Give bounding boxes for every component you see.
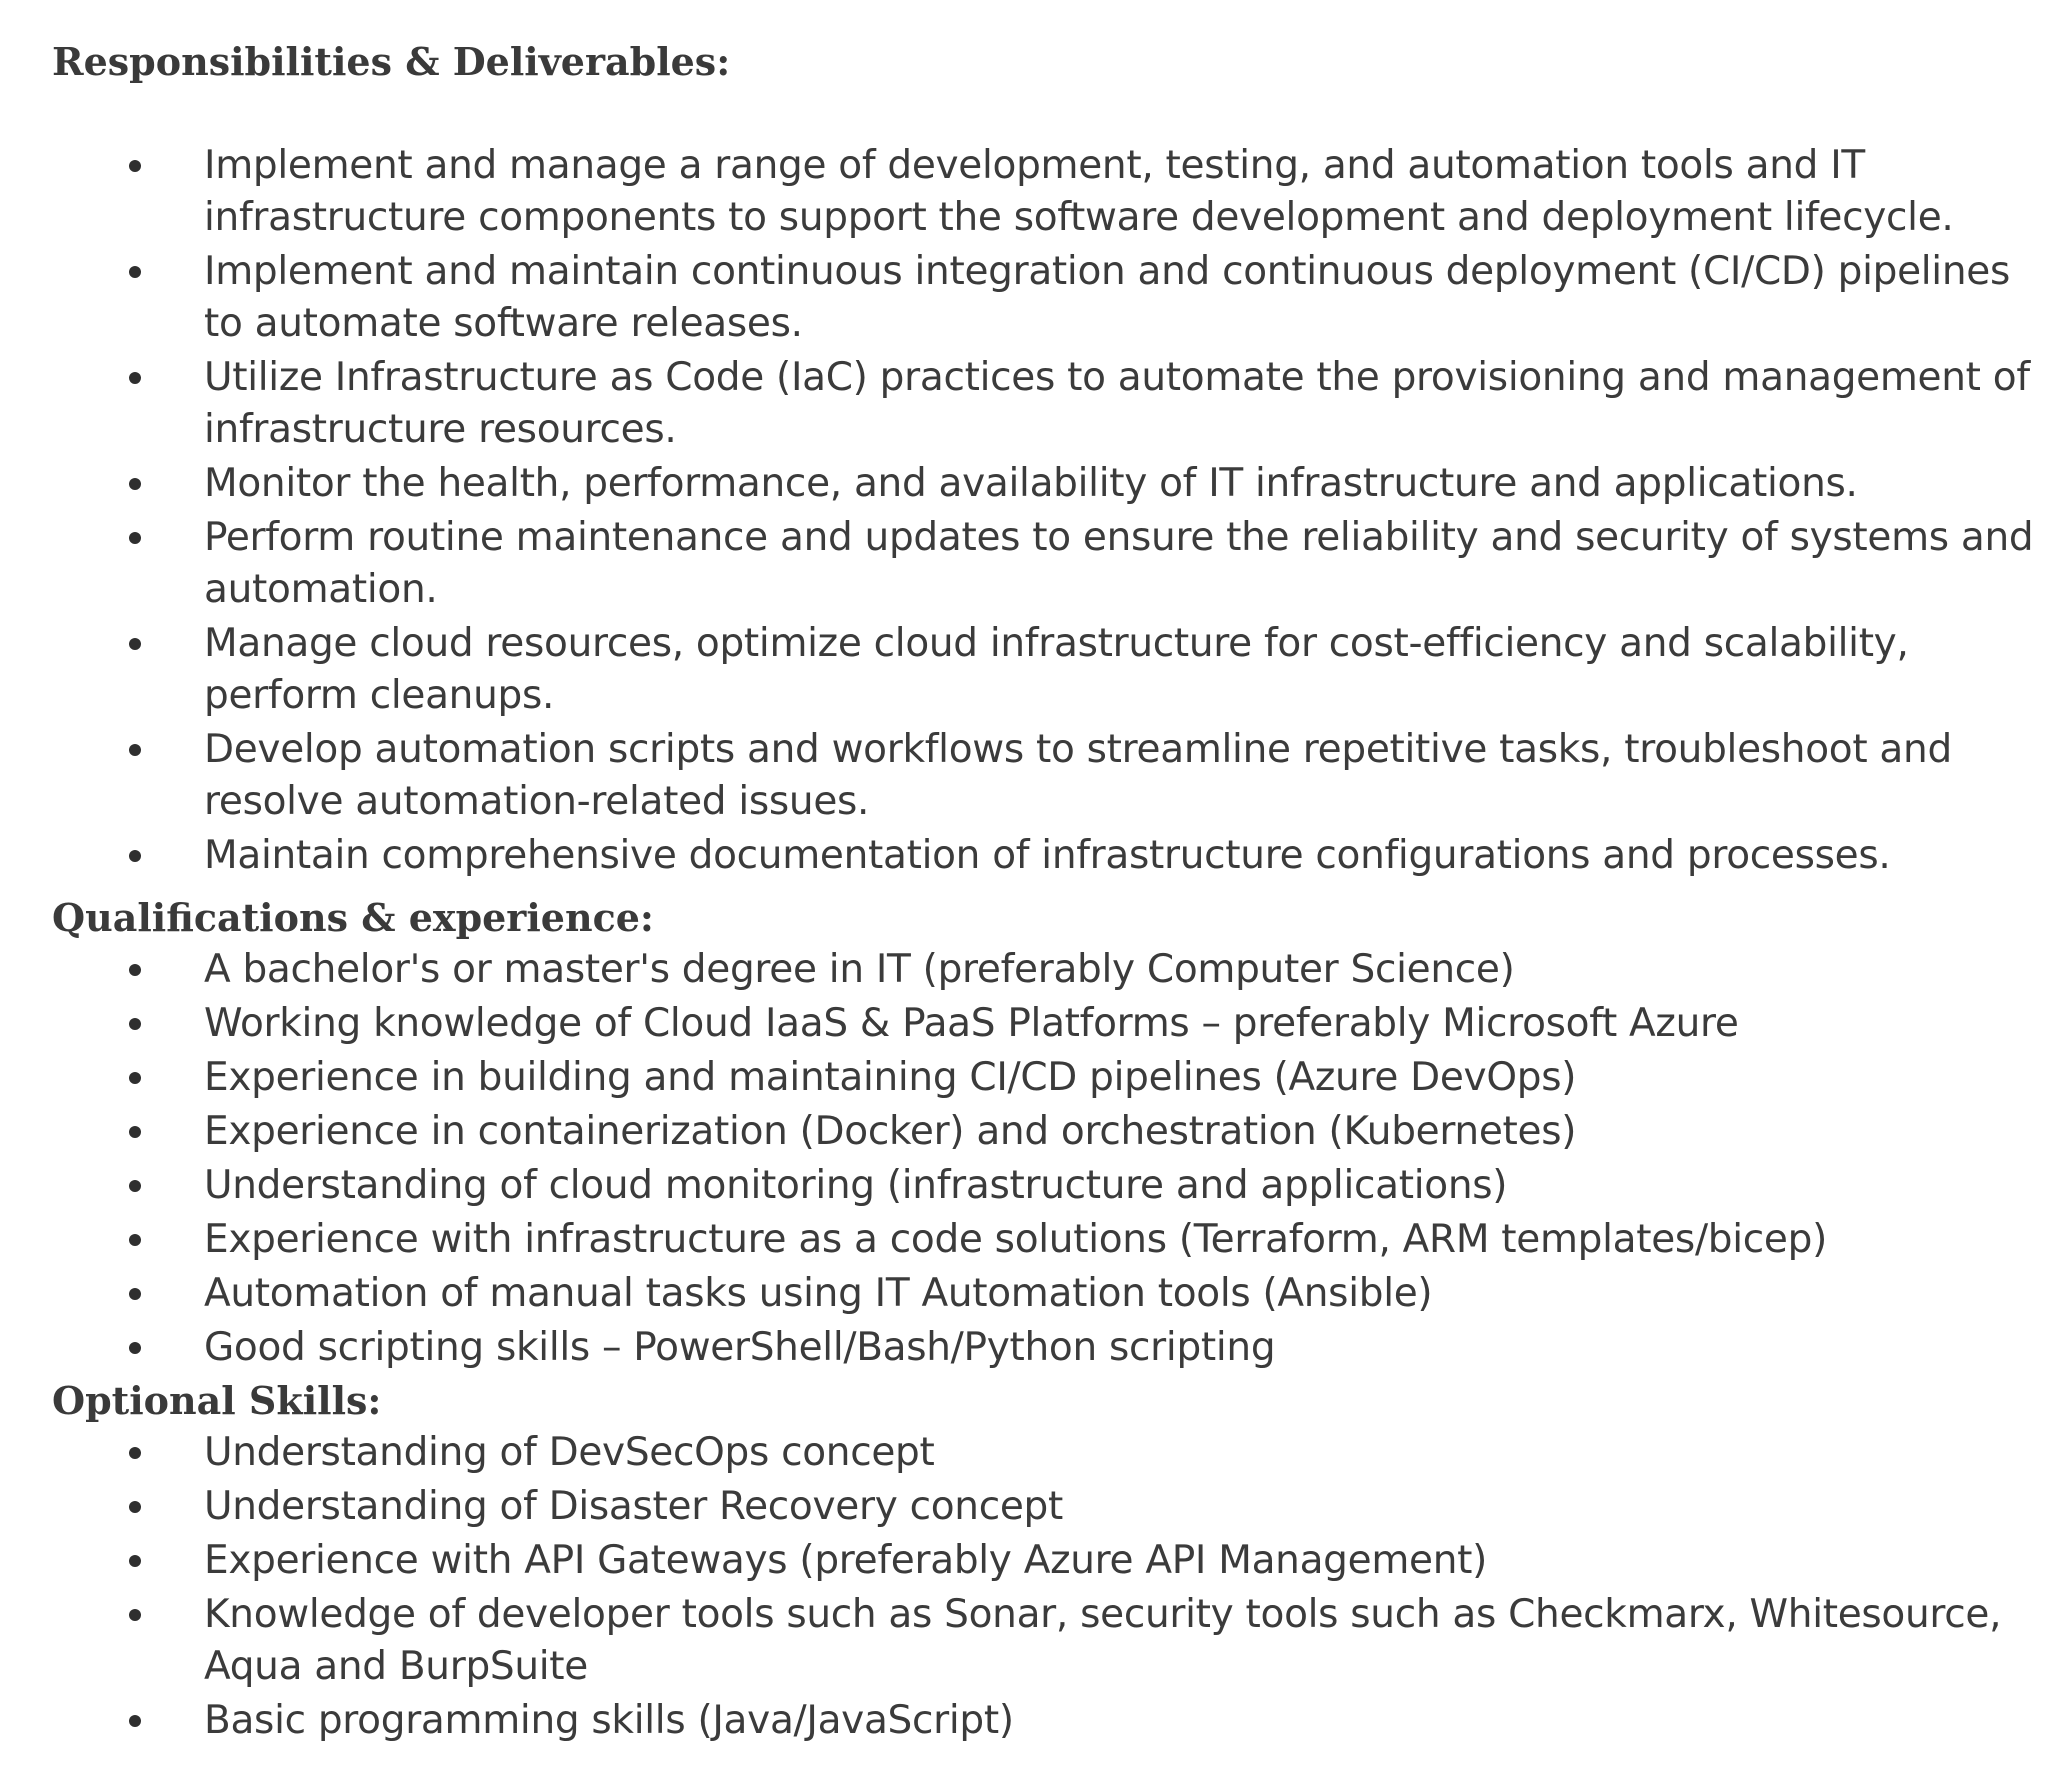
bullet-icon bbox=[129, 532, 141, 544]
list-item: Maintain comprehensive documentation of infrastructure configurations and processes. bbox=[0, 830, 2034, 882]
list-item: Perform routine maintenance and updates to ensure the reliability and security of systems and automation. bbox=[0, 512, 2034, 616]
qualifications-list bbox=[0, 944, 2048, 1376]
list-item: Utilize Infrastructure as Code (IaC) practices to automate the provisioning and management of infrastructure resources. bbox=[0, 352, 2034, 456]
bullet-icon bbox=[129, 1234, 141, 1246]
bullet-icon bbox=[129, 1180, 141, 1192]
list-item: Good scripting skills – PowerShell/Bash/Python scripting bbox=[0, 1322, 2034, 1374]
bullet-icon bbox=[129, 160, 141, 172]
bullet-icon bbox=[129, 478, 141, 490]
bullet-icon bbox=[129, 744, 141, 756]
section-heading-responsibilities: Responsibilities & Deliverables: bbox=[52, 39, 731, 84]
list-item: Implement and maintain continuous integration and continuous deployment (CI/CD) pipelines to automate software releases. bbox=[0, 246, 2034, 350]
list-item: A bachelor's or master's degree in IT (preferably Computer Science) bbox=[0, 944, 2034, 996]
bullet-icon bbox=[129, 850, 141, 862]
list-item: Implement and manage a range of development, testing, and automation tools and IT infrastructure components to support the software development and deployment lifecycle. bbox=[0, 140, 2034, 244]
bullet-icon bbox=[129, 964, 141, 976]
list-item: Understanding of cloud monitoring (infrastructure and applications) bbox=[0, 1160, 2034, 1212]
list-item: Experience in containerization (Docker) and orchestration (Kubernetes) bbox=[0, 1106, 2034, 1158]
section-heading-optional-skills: Optional Skills: bbox=[52, 1378, 382, 1423]
bullet-icon bbox=[129, 1288, 141, 1300]
bullet-icon bbox=[129, 266, 141, 278]
list-item: Basic programming skills (Java/JavaScript) bbox=[0, 1695, 2034, 1747]
list-item: Manage cloud resources, optimize cloud infrastructure for cost-efficiency and scalability, perform cleanups. bbox=[0, 618, 2034, 722]
bullet-icon bbox=[129, 638, 141, 650]
bullet-icon bbox=[129, 1018, 141, 1030]
optional-skills-list bbox=[0, 1427, 2048, 1749]
bullet-icon bbox=[129, 1501, 141, 1513]
list-item: Understanding of DevSecOps concept bbox=[0, 1427, 2034, 1479]
list-item: Monitor the health, performance, and availability of IT infrastructure and applications. bbox=[0, 458, 2034, 510]
bullet-icon bbox=[129, 1342, 141, 1354]
bullet-icon bbox=[129, 1072, 141, 1084]
bullet-icon bbox=[129, 1715, 141, 1727]
list-item: Experience with infrastructure as a code solutions (Terraform, ARM templates/bicep) bbox=[0, 1214, 2034, 1266]
list-item: Understanding of Disaster Recovery concept bbox=[0, 1481, 2034, 1533]
list-item: Experience with API Gateways (preferably Azure API Management) bbox=[0, 1535, 2034, 1587]
list-item: Automation of manual tasks using IT Automation tools (Ansible) bbox=[0, 1268, 2034, 1320]
list-item: Develop automation scripts and workflows to streamline repetitive tasks, troubleshoot and resolve automation-related issues. bbox=[0, 724, 2034, 828]
list-item: Experience in building and maintaining CI/CD pipelines (Azure DevOps) bbox=[0, 1052, 2034, 1104]
bullet-icon bbox=[129, 1609, 141, 1621]
bullet-icon bbox=[129, 372, 141, 384]
bullet-icon bbox=[129, 1447, 141, 1459]
bullet-icon bbox=[129, 1555, 141, 1567]
bullet-icon bbox=[129, 1126, 141, 1138]
responsibilities-list bbox=[0, 140, 2048, 884]
list-item: Knowledge of developer tools such as Sonar, security tools such as Checkmarx, Whitesource, Aqua and BurpSuite bbox=[0, 1589, 2034, 1693]
list-item: Working knowledge of Cloud IaaS & PaaS Platforms – preferably Microsoft Azure bbox=[0, 998, 2034, 1050]
section-heading-qualifications: Qualifications & experience: bbox=[52, 895, 654, 940]
